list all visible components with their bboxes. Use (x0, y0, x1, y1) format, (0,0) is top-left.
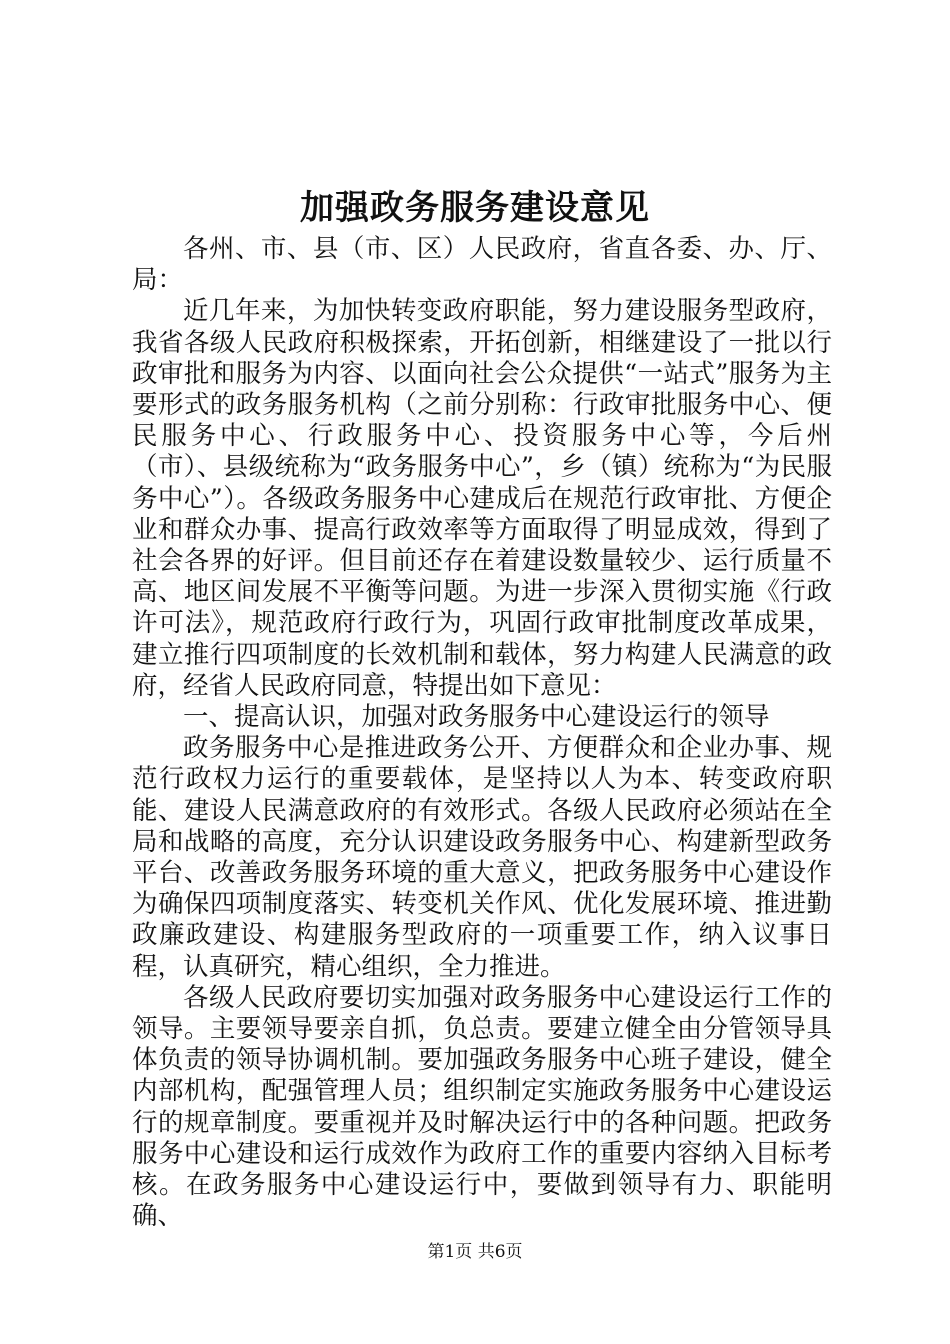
page-number-footer: 第1页 共6页 (427, 1242, 523, 1262)
body-paragraph: 各级人民政府要切实加强对政务服务中心建设运行工作的领导。主要领导要亲自抓，负总责。要建立健全由分管领导具体负责的领导协调机制。要加强政务服务中心班子建设，健全内部机构，配强管理人员；组织制定实施政务服务中心建设运行的规章制度。要重视并及时解决运行中的各种问题。把政务服务中心建设和运行成效作为政府工作的重要内容纳入目标考核。在政务服务中心建设运行中，要做到领导有力、职能明确、 (132, 982, 832, 1232)
body-paragraph: 政务服务中心是推进政务公开、方便群众和企业办事、规范行政权力运行的重要载体，是坚持以人为本、转变政府职能、建设人民满意政府的有效形式。各级人民政府必须站在全局和战略的高度，充分认识建设政务服务中心、构建新型政务平台、改善政务服务环境的重大意义，把政务服务中心建设作为确保四项制度落实、转变机关作风、优化发展环境、推进勤政廉政建设、构建服务型政府的一项重要工作，纳入议事日程，认真研究，精心组织，全力推进。 (132, 733, 832, 982)
document-title: 加强政务服务建设意见 (300, 188, 650, 228)
intro-paragraph: 近几年来，为加快转变政府职能，努力建设服务型政府，我省各级人民政府积极探索，开拓创新，相继建设了一批以行政审批和服务为内容、以面向社会公众提供“一站式”服务为主要形式的政务服务机构（之前分别称：行政审批服务中心、便民服务中心、行政服务中心、投资服务中心等，今后州（市）、县级统称为“政务服务中心”，乡（镇）统称为“为民服务中心”）。各级政务服务中心建成后在规范行政审批、方便企业和群众办事、提高行政效率等方面取得了明显成效，得到了社会各界的好评。但目前还存在着建设数量较少、运行质量不高、地区间发展不平衡等问题。为进一步深入贯彻实施《行政许可法》，规范政府行政行为，巩固行政审批制度改革成果，建立推行四项制度的长效机制和载体，努力构建人民满意的政府，经省人民政府同意，特提出如下意见： (132, 296, 832, 701)
salutation-paragraph: 各州、市、县（市、区）人民政府，省直各委、办、厅、局： (132, 234, 832, 296)
document-body (132, 234, 832, 1233)
section-heading: 一、提高认识，加强对政务服务中心建设运行的领导 (183, 702, 770, 733)
